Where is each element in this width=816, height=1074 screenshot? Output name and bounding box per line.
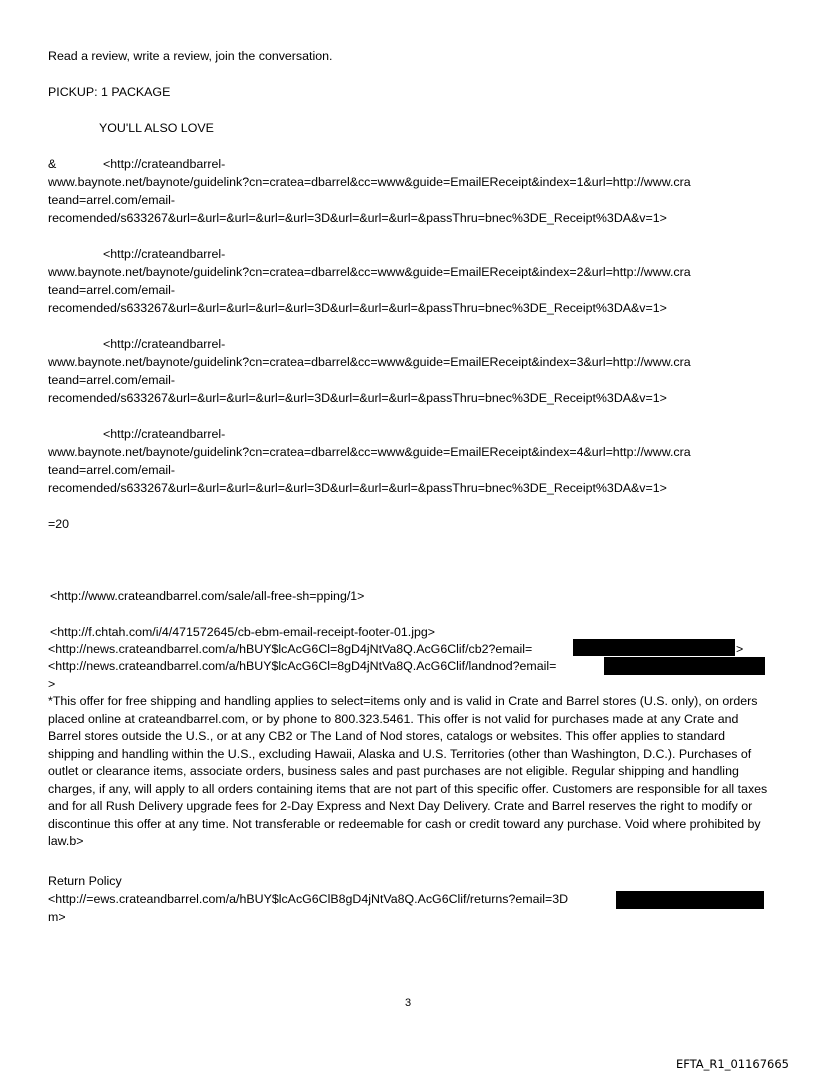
link-text: www.baynote.net/baynote/guidelink?cn=cratea=dbarrel&cc=www&guide=EmailEReceipt&index=4&url=http://www.cra <box>48 445 691 459</box>
bates-number: EFTA_R1_01167665 <box>675 1057 789 1071</box>
link-text: recomended/s633267&url=&url=&url=&url=&url=3D&url=&url=&url=&passThru=bnec%3DE_Receipt%3DA&v=1> <box>48 301 667 315</box>
link-text: <http://=ews.crateandbarrel.com/a/hBUY$lcAcG6ClB8gD4jNtVa8Q.AcG6Clif/returns?email=3D <box>48 892 569 906</box>
redaction-bar <box>604 657 765 675</box>
offer-paragraph: *This offer for free shipping and handling applies to select=items only and is valid in Crate and Barrel stores (U.S. only), on orders placed online at crateandbarrel.com, or by phone to 800.323.5461. This offer is not valid for purchases made at any Crate and Barrel stores outside the U.S., or at any CB2 or The Land of Nod stores, catalogs or websites. This offer applies to standard shipping and handling within the U.S., excluding Hawaii, Alaska and U.S. Territories (other than Washington, D.C.). Purchases of outlet or clearance items, associate orders, business sales and past purchases are not eligible. Regular shipping and handling charges, if any, will apply to all orders containing items that are not part of this specific offer. Customers are responsible for all taxes and for all Rush Delivery upgrade fees for 2-Day Express and Next Day Delivery. Crate and Barrel reserves the right to modify or discontinue this offer at any time. Not transferable or redeemable for cash or credit toward any purchase. Void where prohibited by law.b> <box>48 694 768 848</box>
redaction-bar <box>573 639 735 656</box>
page-number: 3 <box>404 997 412 1009</box>
text-line: m> <box>48 910 66 924</box>
link-text: <http://crateandbarrel- <box>103 157 226 171</box>
link-text: teand=arrel.com/email- <box>48 463 176 477</box>
link-text: recomended/s633267&url=&url=&url=&url=&url=3D&url=&url=&url=&passThru=bnec%3DE_Receipt%3DA&v=1> <box>48 481 667 495</box>
link-text: recomended/s633267&url=&url=&url=&url=&url=3D&url=&url=&url=&passThru=bnec%3DE_Receipt%3DA&v=1> <box>48 211 667 225</box>
link-text: <http://crateandbarrel- <box>103 337 226 351</box>
link-text: teand=arrel.com/email- <box>48 283 176 297</box>
section-heading: YOU'LL ALSO LOVE <box>99 121 214 135</box>
redaction-bar <box>616 891 764 909</box>
link-text: www.baynote.net/baynote/guidelink?cn=cratea=dbarrel&cc=www&guide=EmailEReceipt&index=2&url=http://www.cra <box>48 265 691 279</box>
link-text: <http://f.chtah.com/i/4/471572645/cb-ebm-email-receipt-footer-01.jpg> <box>50 625 436 639</box>
link-text: <http://crateandbarrel- <box>103 247 226 261</box>
link-text: <http://news.crateandbarrel.com/a/hBUY$lcAcG6Cl=8gD4jNtVa8Q.AcG6Clif/landnod?email= <box>48 659 557 673</box>
text-line: > <box>736 642 744 656</box>
ampersand: & <box>48 157 57 171</box>
link-text: <http://news.crateandbarrel.com/a/hBUY$lcAcG6Cl=8gD4jNtVa8Q.AcG6Clif/cb2?email= <box>48 642 533 656</box>
link-text: teand=arrel.com/email- <box>48 193 176 207</box>
link-text: www.baynote.net/baynote/guidelink?cn=cratea=dbarrel&cc=www&guide=EmailEReceipt&index=1&url=http://www.cra <box>48 175 691 189</box>
text-line: > <box>48 677 56 691</box>
link-text: <http://www.crateandbarrel.com/sale/all-free-sh=pping/1> <box>50 589 365 603</box>
text-line: Read a review, write a review, join the conversation. <box>48 49 333 63</box>
text-line: PICKUP: 1 PACKAGE <box>48 85 171 99</box>
link-text: www.baynote.net/baynote/guidelink?cn=cratea=dbarrel&cc=www&guide=EmailEReceipt&index=3&url=http://www.cra <box>48 355 691 369</box>
link-text: <http://crateandbarrel- <box>103 427 226 441</box>
link-text: recomended/s633267&url=&url=&url=&url=&url=3D&url=&url=&url=&passThru=bnec%3DE_Receipt%3DA&v=1> <box>48 391 667 405</box>
text-line: =20 <box>48 517 70 531</box>
link-text: teand=arrel.com/email- <box>48 373 176 387</box>
section-heading: Return Policy <box>48 874 122 888</box>
